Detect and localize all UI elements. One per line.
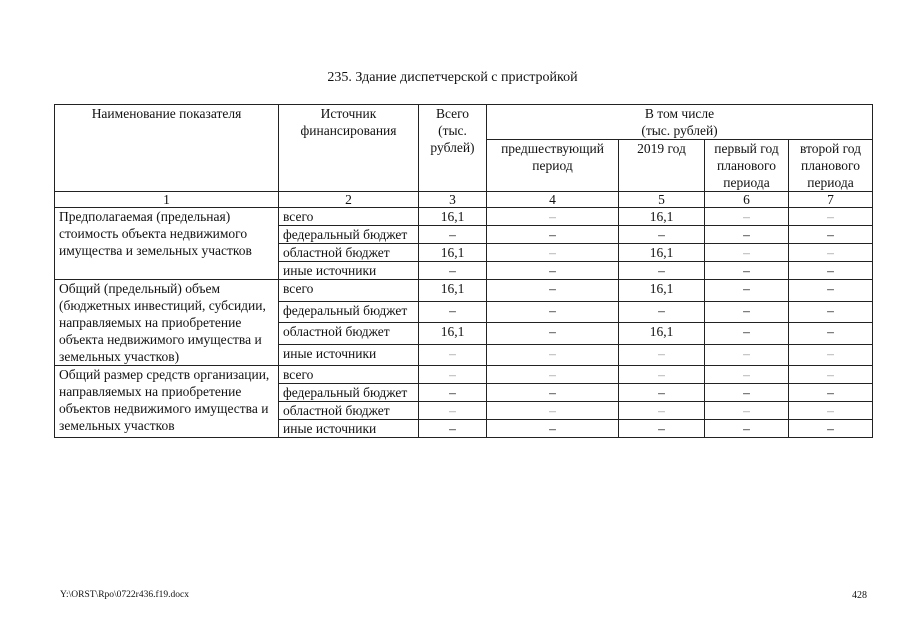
- value-cell: –: [419, 226, 487, 244]
- funding-source: всего: [279, 366, 419, 384]
- value-cell: –: [705, 402, 789, 420]
- value-cell: –: [487, 280, 619, 302]
- table-row: [55, 208, 873, 226]
- value-cell: –: [419, 384, 487, 402]
- value-cell: –: [705, 420, 789, 438]
- value-cell: 16,1: [419, 244, 487, 262]
- value-cell: –: [705, 280, 789, 302]
- value-cell: –: [789, 208, 873, 226]
- funding-source: всего: [279, 280, 419, 302]
- value-cell: 16,1: [419, 280, 487, 302]
- funding-source: иные источники: [279, 262, 419, 280]
- value-cell: –: [619, 384, 705, 402]
- value-cell: –: [705, 301, 789, 323]
- value-cell: –: [619, 226, 705, 244]
- table-row: [55, 366, 873, 384]
- value-cell: 16,1: [419, 323, 487, 345]
- funding-source: областной бюджет: [279, 244, 419, 262]
- value-cell: –: [487, 420, 619, 438]
- header-including: [487, 105, 873, 140]
- column-number: 3: [419, 192, 487, 208]
- value-cell: –: [619, 262, 705, 280]
- value-cell: –: [487, 301, 619, 323]
- value-cell: –: [705, 323, 789, 345]
- header-funding-source: Источник финансирования: [279, 105, 419, 192]
- value-cell: –: [419, 344, 487, 366]
- value-cell: –: [705, 344, 789, 366]
- column-number: 7: [789, 192, 873, 208]
- value-cell: 16,1: [619, 280, 705, 302]
- value-cell: –: [619, 402, 705, 420]
- value-cell: –: [789, 384, 873, 402]
- indicator-name: Предполагаемая (предельная) стоимость объекта недвижимого имущества и земельных участков: [55, 208, 279, 280]
- value-cell: –: [789, 323, 873, 345]
- value-cell: 16,1: [419, 208, 487, 226]
- funding-source: иные источники: [279, 344, 419, 366]
- value-cell: –: [705, 244, 789, 262]
- value-cell: –: [705, 384, 789, 402]
- column-number: 1: [55, 192, 279, 208]
- header-previous-period: предшествующий период: [487, 140, 619, 192]
- value-cell: –: [419, 262, 487, 280]
- footer-file-path: Y:\ORST\Rpo\0722r436.f19.docx: [60, 590, 189, 600]
- value-cell: –: [487, 244, 619, 262]
- header-total: Всего (тыс. рублей): [419, 105, 487, 192]
- value-cell: –: [789, 366, 873, 384]
- funding-source: федеральный бюджет: [279, 384, 419, 402]
- value-cell: –: [619, 366, 705, 384]
- funding-source: областной бюджет: [279, 402, 419, 420]
- value-cell: –: [487, 384, 619, 402]
- value-cell: –: [705, 262, 789, 280]
- value-cell: –: [487, 323, 619, 345]
- funding-source: всего: [279, 208, 419, 226]
- value-cell: –: [619, 344, 705, 366]
- funding-source: федеральный бюджет: [279, 226, 419, 244]
- column-number: 2: [279, 192, 419, 208]
- value-cell: –: [789, 262, 873, 280]
- column-number: 6: [705, 192, 789, 208]
- indicator-name: Общий размер средств организации, направляемых на приобретение объектов недвижимого имущества и земельных участков: [55, 366, 279, 438]
- value-cell: –: [789, 344, 873, 366]
- value-cell: –: [789, 280, 873, 302]
- value-cell: –: [487, 226, 619, 244]
- value-cell: –: [419, 366, 487, 384]
- value-cell: –: [705, 208, 789, 226]
- value-cell: –: [419, 301, 487, 323]
- value-cell: 16,1: [619, 244, 705, 262]
- page-title: 235. Здание диспетчерской с пристройкой: [327, 70, 578, 85]
- column-number: 4: [487, 192, 619, 208]
- value-cell: –: [619, 420, 705, 438]
- value-cell: –: [789, 244, 873, 262]
- funding-source: областной бюджет: [279, 323, 419, 345]
- value-cell: –: [487, 344, 619, 366]
- value-cell: –: [705, 366, 789, 384]
- funding-source: федеральный бюджет: [279, 301, 419, 323]
- column-numbers-row: [55, 192, 873, 208]
- value-cell: –: [789, 402, 873, 420]
- value-cell: 16,1: [619, 323, 705, 345]
- value-cell: 16,1: [619, 208, 705, 226]
- header-2019: 2019 год: [619, 140, 705, 192]
- header-indicator-name: Наименование показателя: [55, 105, 279, 192]
- value-cell: –: [419, 402, 487, 420]
- value-cell: –: [789, 420, 873, 438]
- value-cell: –: [419, 420, 487, 438]
- column-number: 5: [619, 192, 705, 208]
- value-cell: –: [789, 301, 873, 323]
- header-first-plan-year: первый год планового периода: [705, 140, 789, 192]
- header-including-label: В том числе: [644, 106, 715, 121]
- value-cell: –: [705, 226, 789, 244]
- value-cell: –: [487, 402, 619, 420]
- indicator-name: Общий (предельный) объем (бюджетных инвестиций, субсидии, направляемых на приобретение объекта недвижимого имущества и земельных участков): [55, 280, 279, 366]
- value-cell: –: [487, 262, 619, 280]
- header-including-unit: (тыс. рублей): [641, 123, 718, 138]
- page-number: 428: [852, 590, 867, 601]
- header-second-plan-year: второй год планового периода: [789, 140, 873, 192]
- table-row: [55, 280, 873, 302]
- value-cell: –: [487, 366, 619, 384]
- value-cell: –: [789, 226, 873, 244]
- financing-table: [54, 104, 873, 438]
- value-cell: –: [619, 301, 705, 323]
- value-cell: –: [487, 208, 619, 226]
- funding-source: иные источники: [279, 420, 419, 438]
